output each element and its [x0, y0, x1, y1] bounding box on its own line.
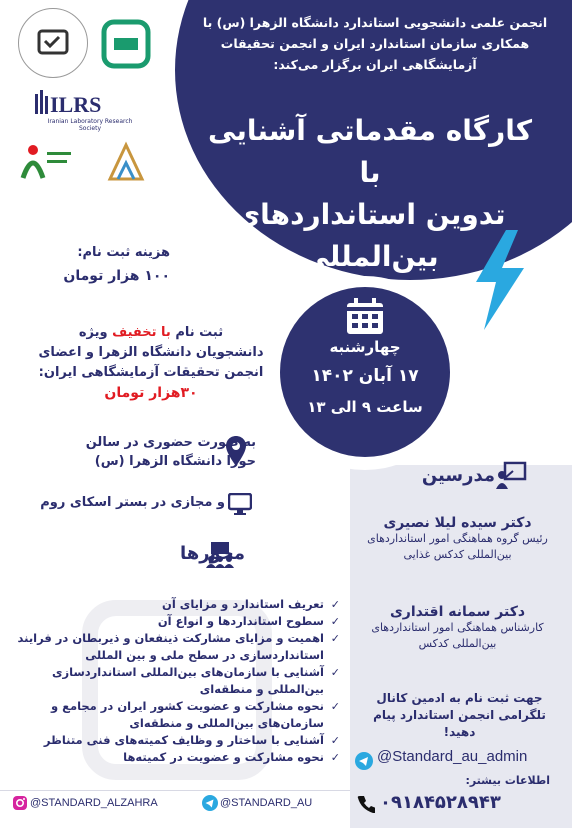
teachers-title: مدرسین	[421, 465, 495, 486]
teacher-item	[360, 515, 555, 563]
instagram-icon	[12, 795, 28, 811]
teacher-name: دکتر سیده لیلا نصیری	[383, 515, 532, 531]
discount-suffix: ویژه	[78, 325, 113, 340]
ilrs-mark-icon	[35, 88, 49, 116]
footer-bar	[0, 790, 350, 828]
event-time: ساعت ۹ الی ۱۳	[307, 398, 423, 416]
telegram-footer-icon	[202, 795, 218, 811]
discount-line: دانشجویان دانشگاه الزهرا و اعضای	[38, 345, 264, 360]
topic-item: ✓ تعریف استاندارد و مزایای آن	[10, 596, 340, 613]
fee-label: هزینه ثبت نام:	[77, 245, 170, 260]
topics-title: محورها	[179, 543, 245, 564]
discount-highlight: با تخفیف	[112, 325, 171, 340]
admin-handle[interactable]: @Standard_au_admin	[377, 748, 528, 765]
fee-amount: ۱۰۰ هزار تومان	[63, 268, 170, 284]
title-line: تدوین استانداردهای	[234, 198, 506, 231]
topic-item: ✓ آشنایی با ساختار و وظایف کمیته‌های فنی متناظر	[10, 732, 340, 749]
discount-amount: ۳۰هزار تومان	[104, 385, 198, 401]
alzahra-university-logo	[15, 138, 73, 188]
teacher-item	[360, 604, 555, 652]
more-info-label: اطلاعات بیشتر:	[465, 774, 550, 787]
teacher-icon	[495, 461, 527, 491]
iran-standard-logo	[100, 18, 152, 70]
instagram-handle[interactable]: @STANDARD_ALZAHRA	[30, 797, 158, 809]
monitor-icon	[228, 493, 252, 515]
event-date: ۱۷ آبان ۱۴۰۲	[311, 366, 419, 386]
calendar-icon	[345, 298, 385, 336]
intro-text: انجمن علمی دانشجویی استاندارد دانشگاه الزهرا (س) با همکاری سازمان استاندارد ایران و انجمن تحقیقات آزمایشگاهی ایران برگزار می‌کند:	[202, 15, 548, 72]
telegram-icon	[355, 752, 373, 770]
alzahra-student-logo	[18, 8, 88, 78]
phone-icon	[357, 795, 375, 813]
teacher-desc: کارشناس هماهنگی امور استانداردهای بین‌المللی کدکس	[371, 621, 544, 650]
discount-line: انجمن تحقیقات آزمایشگاهی ایران:	[38, 365, 264, 380]
ilrs-logo-text: ILRS	[50, 92, 102, 117]
workshop-title	[200, 110, 540, 278]
title-line: کارگاه مقدماتی آشنایی با	[207, 114, 532, 189]
telegram-handle[interactable]: @STANDARD_AU	[220, 797, 313, 809]
topic-item: ✓ اهمیت و مزایای مشارکت ذینفعان و ذیربطان در فرایند استانداردسازی در سطح ملی و بین المللی	[10, 630, 340, 664]
standard-org-logo	[100, 135, 152, 191]
topic-item: ✓ نحوه مشارکت و عضویت در کمیته‌ها	[10, 749, 340, 766]
ilrs-logo-subtitle: Iranian Laboratory Research Society	[47, 118, 133, 132]
virtual-location: و مجازی در بستر اسکای روم	[40, 495, 225, 510]
topic-item: ✓ سطوح استانداردها و انواع آن	[10, 613, 340, 630]
phone-number[interactable]: ۰۹۱۸۴۵۲۸۹۴۳	[380, 792, 501, 813]
topic-item: ✓ نحوه مشارکت و عضویت کشور ایران در مجامع و سازمان‌های بین‌المللی و منطقه‌ای	[10, 698, 340, 732]
discount-prefix: ثبت نام	[170, 325, 224, 340]
event-day: چهارشنبه	[329, 338, 401, 356]
discount-block	[20, 323, 282, 403]
topic-item: ✓ آشنایی با سازمان‌های بین‌المللی استانداردسازی بین‌المللی و منطقه‌ای	[10, 664, 340, 698]
title-line: بین‌المللی	[301, 240, 439, 273]
teacher-name: دکتر سمانه اقتداری	[389, 604, 526, 620]
topics-list	[10, 596, 340, 766]
teacher-desc: رئیس گروه هماهنگی امور استانداردهای بین‌المللی کدکس غذایی	[367, 532, 548, 561]
in-person-location: به صورت حضوری در سالن حورا دانشگاه الزهرا (س)	[85, 435, 256, 469]
register-instructions: جهت ثبت نام به ادمین کانال تلگرامی انجمن استاندارد پیام دهید!	[373, 691, 546, 739]
